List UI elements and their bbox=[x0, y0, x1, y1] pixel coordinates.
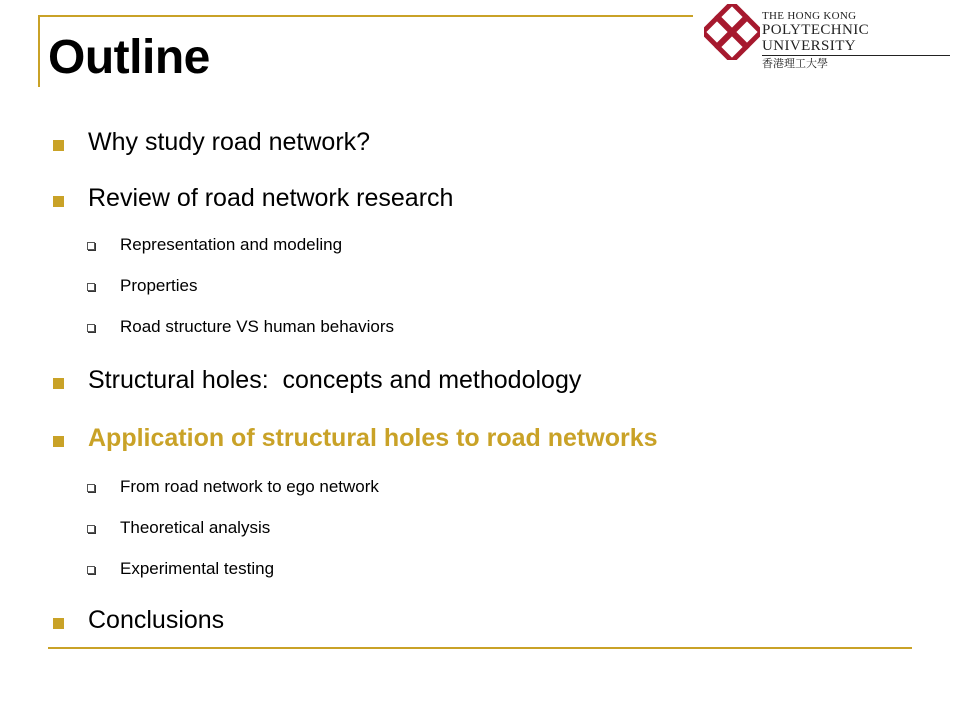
hollow-square-bullet-icon bbox=[87, 525, 95, 533]
outline-subitem-text: Representation and modeling bbox=[120, 235, 343, 254]
square-bullet-icon bbox=[53, 140, 64, 151]
outline-subitem-text: Experimental testing bbox=[120, 559, 275, 578]
outline-subitem-text: Properties bbox=[120, 276, 198, 295]
logo-line-1: THE HONG KONG bbox=[762, 10, 857, 22]
outline-subitem-text: Theoretical analysis bbox=[120, 518, 271, 537]
outline-item-text: Conclusions bbox=[88, 606, 225, 634]
hollow-square-bullet-icon bbox=[87, 242, 95, 250]
square-bullet-icon bbox=[53, 618, 64, 629]
left-accent-bar bbox=[38, 15, 40, 87]
outline-subitem-text: Road structure VS human behaviors bbox=[120, 317, 395, 336]
slide-title: Outline bbox=[48, 31, 210, 84]
hollow-square-bullet-icon bbox=[87, 283, 95, 291]
university-logo bbox=[700, 0, 950, 70]
logo-line-2: POLYTECHNIC UNIVERSITY bbox=[762, 22, 950, 56]
hollow-square-bullet-icon bbox=[87, 484, 95, 492]
hollow-square-bullet-icon bbox=[87, 324, 95, 332]
logo-line-3: 香港理工大學 bbox=[762, 57, 828, 70]
square-bullet-icon bbox=[53, 378, 64, 389]
square-bullet-icon bbox=[53, 196, 64, 207]
hollow-square-bullet-icon bbox=[87, 566, 95, 574]
logo-wordmark bbox=[762, 10, 950, 71]
outline-item-text: Application of structural holes to road networks bbox=[88, 424, 658, 452]
top-rule bbox=[38, 15, 693, 17]
outline-item-text: Review of road network research bbox=[88, 184, 454, 212]
outline-subitem-text: From road network to ego network bbox=[120, 477, 379, 496]
polyu-emblem-icon bbox=[704, 4, 760, 60]
square-bullet-icon bbox=[53, 436, 64, 447]
bottom-rule bbox=[48, 647, 912, 649]
outline-item-text: Structural holes: concepts and methodology bbox=[88, 366, 582, 394]
outline-item-text: Why study road network? bbox=[88, 128, 371, 156]
